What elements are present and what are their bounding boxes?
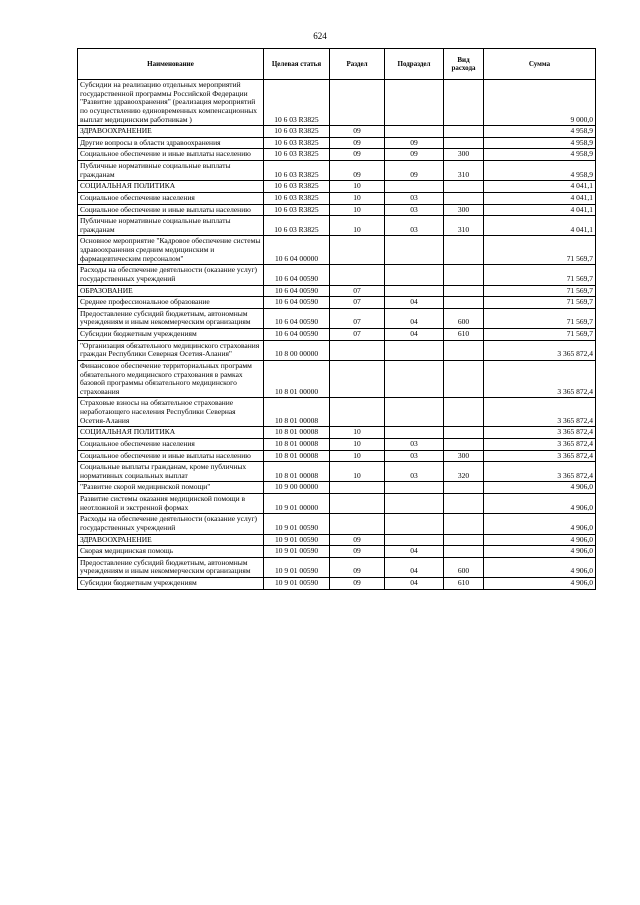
table-row — [78, 360, 596, 398]
row-code-cell: 10 9 01 00590 — [264, 514, 330, 534]
table-row — [78, 340, 596, 360]
row-expense-type-cell — [444, 494, 484, 514]
row-code-cell: 10 9 01 00590 — [264, 546, 330, 558]
row-code-cell: 10 8 01 00008 — [264, 462, 330, 482]
row-code-cell: 10 6 03 R3825 — [264, 137, 330, 149]
row-name-cell: Расходы на обеспечение деятельности (оказание услуг) государственных учреждений — [78, 265, 264, 285]
row-name-cell: СОЦИАЛЬНАЯ ПОЛИТИКА — [78, 181, 264, 193]
row-sum-cell: 4 906,0 — [484, 514, 596, 534]
row-name-cell: Расходы на обеспечение деятельности (оказание услуг) государственных учреждений — [78, 514, 264, 534]
table-row — [78, 427, 596, 439]
table-row — [78, 297, 596, 309]
row-code-cell: 10 6 04 00000 — [264, 236, 330, 265]
row-sum-cell: 4 958,9 — [484, 126, 596, 138]
row-section-cell: 09 — [330, 137, 385, 149]
table-row — [78, 216, 596, 236]
row-sum-cell: 4 906,0 — [484, 494, 596, 514]
row-code-cell: 10 6 03 R3825 — [264, 161, 330, 181]
row-expense-type-cell: 300 — [444, 149, 484, 161]
row-expense-type-cell: 600 — [444, 308, 484, 328]
table-row — [78, 450, 596, 462]
row-sum-cell: 4 958,9 — [484, 149, 596, 161]
page-number: 624 — [313, 31, 327, 41]
row-expense-type-cell: 300 — [444, 204, 484, 216]
row-code-cell: 10 9 00 00000 — [264, 482, 330, 494]
row-code-cell: 10 6 04 00590 — [264, 265, 330, 285]
row-code-cell: 10 6 03 R3825 — [264, 181, 330, 193]
row-expense-type-cell: 300 — [444, 450, 484, 462]
table-row — [78, 192, 596, 204]
table-row — [78, 265, 596, 285]
row-section-cell: 09 — [330, 126, 385, 138]
table-row — [78, 161, 596, 181]
row-name-cell: Развитие системы оказания медицинской помощи в неотложной и экстренной формах — [78, 494, 264, 514]
row-name-cell: Финансовое обеспечение территориальных программ обязательного медицинского страхования в рамках базовой программы обязательного медицинского страхования — [78, 360, 264, 398]
row-expense-type-cell — [444, 137, 484, 149]
table-row — [78, 126, 596, 138]
row-section-cell: 07 — [330, 308, 385, 328]
row-subsection-cell: 03 — [385, 450, 444, 462]
row-subsection-cell: 03 — [385, 216, 444, 236]
row-name-cell: Субсидии на реализацию отдельных мероприятий государственной программы Российской Федерации "Развитие здравоохранения" (реализация мероприятий по осуществлению единовременных компенсационных выплат медицинским работникам ) — [78, 80, 264, 126]
row-subsection-cell — [385, 494, 444, 514]
row-section-cell: 09 — [330, 578, 385, 590]
row-code-cell: 10 8 00 00000 — [264, 340, 330, 360]
table-header — [78, 49, 596, 80]
row-expense-type-cell: 320 — [444, 462, 484, 482]
table-row — [78, 204, 596, 216]
row-sum-cell: 3 365 872,4 — [484, 360, 596, 398]
row-subsection-cell: 04 — [385, 557, 444, 577]
row-section-cell: 10 — [330, 192, 385, 204]
row-section-cell: 10 — [330, 427, 385, 439]
row-name-cell: Предоставление субсидий бюджетным, автономным учреждениям и иным некоммерческим организациям — [78, 308, 264, 328]
row-expense-type-cell — [444, 360, 484, 398]
row-section-cell: 10 — [330, 462, 385, 482]
row-section-cell: 09 — [330, 546, 385, 558]
row-name-cell: Социальное обеспечение и иные выплаты населению — [78, 149, 264, 161]
row-sum-cell: 4 041,1 — [484, 216, 596, 236]
row-code-cell: 10 9 01 00590 — [264, 578, 330, 590]
row-section-cell — [330, 360, 385, 398]
header-row — [78, 49, 596, 80]
table-row — [78, 398, 596, 427]
row-code-cell: 10 6 03 R3825 — [264, 192, 330, 204]
row-name-cell: Социальное обеспечение и иные выплаты населению — [78, 204, 264, 216]
row-name-cell: ОБРАЗОВАНИЕ — [78, 285, 264, 297]
row-subsection-cell: 09 — [385, 149, 444, 161]
row-expense-type-cell — [444, 265, 484, 285]
row-code-cell: 10 6 04 00590 — [264, 329, 330, 341]
row-expense-type-cell — [444, 482, 484, 494]
row-subsection-cell — [385, 398, 444, 427]
row-name-cell: Основное мероприятие "Кадровое обеспечение системы здравоохранения средним медицинским и фармацевтическим персоналом" — [78, 236, 264, 265]
row-sum-cell: 71 569,7 — [484, 265, 596, 285]
row-expense-type-cell — [444, 80, 484, 126]
row-expense-type-cell — [444, 297, 484, 309]
row-name-cell: "Развитие скорой медицинской помощи" — [78, 482, 264, 494]
row-section-cell — [330, 514, 385, 534]
table-row — [78, 80, 596, 126]
table-row — [78, 285, 596, 297]
row-section-cell — [330, 398, 385, 427]
table-row — [78, 181, 596, 193]
row-name-cell: Предоставление субсидий бюджетным, автономным учреждениям и иным некоммерческим организациям — [78, 557, 264, 577]
table-row — [78, 494, 596, 514]
header-name: Наименование — [78, 49, 264, 80]
table-row — [78, 482, 596, 494]
row-subsection-cell — [385, 265, 444, 285]
row-code-cell: 10 6 03 R3825 — [264, 126, 330, 138]
row-expense-type-cell — [444, 438, 484, 450]
table-row — [78, 534, 596, 546]
row-expense-type-cell: 310 — [444, 161, 484, 181]
header-expense-type: Вид расхода — [444, 49, 484, 80]
row-section-cell: 10 — [330, 216, 385, 236]
row-subsection-cell: 09 — [385, 161, 444, 181]
row-code-cell: 10 8 01 00000 — [264, 360, 330, 398]
row-code-cell: 10 8 01 00008 — [264, 438, 330, 450]
row-name-cell: ЗДРАВООХРАНЕНИЕ — [78, 534, 264, 546]
header-sum: Сумма — [484, 49, 596, 80]
row-name-cell: Субсидии бюджетным учреждениям — [78, 578, 264, 590]
table-row — [78, 462, 596, 482]
row-sum-cell: 3 365 872,4 — [484, 450, 596, 462]
row-code-cell: 10 9 01 00000 — [264, 494, 330, 514]
table-row — [78, 514, 596, 534]
header-section: Раздел — [330, 49, 385, 80]
row-code-cell: 10 9 01 00590 — [264, 534, 330, 546]
row-subsection-cell — [385, 181, 444, 193]
row-subsection-cell: 04 — [385, 578, 444, 590]
row-sum-cell: 71 569,7 — [484, 285, 596, 297]
row-code-cell: 10 8 01 00008 — [264, 398, 330, 427]
row-expense-type-cell — [444, 427, 484, 439]
row-sum-cell: 3 365 872,4 — [484, 462, 596, 482]
row-name-cell: Другие вопросы в области здравоохранения — [78, 137, 264, 149]
table-row — [78, 236, 596, 265]
row-name-cell: "Организация обязательного медицинского страхования граждан Республики Северная Осетия-Алания" — [78, 340, 264, 360]
row-expense-type-cell — [444, 285, 484, 297]
row-section-cell — [330, 80, 385, 126]
row-expense-type-cell — [444, 126, 484, 138]
row-section-cell: 10 — [330, 438, 385, 450]
row-name-cell: СОЦИАЛЬНАЯ ПОЛИТИКА — [78, 427, 264, 439]
table-row — [78, 329, 596, 341]
row-subsection-cell: 04 — [385, 546, 444, 558]
row-expense-type-cell — [444, 398, 484, 427]
header-code: Целевая статья — [264, 49, 330, 80]
row-name-cell: Страховые взносы на обязательное страхование неработающего населения Республики Северная Осетия-Алания — [78, 398, 264, 427]
row-section-cell — [330, 236, 385, 265]
row-sum-cell: 4 906,0 — [484, 557, 596, 577]
row-subsection-cell — [385, 514, 444, 534]
row-code-cell: 10 8 01 00008 — [264, 427, 330, 439]
row-expense-type-cell — [444, 236, 484, 265]
row-subsection-cell — [385, 427, 444, 439]
row-name-cell: ЗДРАВООХРАНЕНИЕ — [78, 126, 264, 138]
row-sum-cell: 3 365 872,4 — [484, 398, 596, 427]
row-sum-cell: 9 000,0 — [484, 80, 596, 126]
row-code-cell: 10 6 03 R3825 — [264, 80, 330, 126]
row-name-cell: Социальное обеспечение населения — [78, 192, 264, 204]
row-sum-cell: 4 958,9 — [484, 137, 596, 149]
row-subsection-cell: 03 — [385, 438, 444, 450]
row-section-cell: 09 — [330, 149, 385, 161]
row-name-cell: Субсидии бюджетным учреждениям — [78, 329, 264, 341]
row-code-cell: 10 6 04 00590 — [264, 297, 330, 309]
row-sum-cell: 71 569,7 — [484, 329, 596, 341]
row-subsection-cell — [385, 80, 444, 126]
row-section-cell: 10 — [330, 181, 385, 193]
row-code-cell: 10 6 03 R3825 — [264, 204, 330, 216]
row-sum-cell: 3 365 872,4 — [484, 438, 596, 450]
row-section-cell — [330, 482, 385, 494]
row-sum-cell: 71 569,7 — [484, 236, 596, 265]
row-code-cell: 10 8 01 00008 — [264, 450, 330, 462]
row-subsection-cell — [385, 360, 444, 398]
row-code-cell: 10 6 04 00590 — [264, 285, 330, 297]
row-name-cell: Среднее профессиональное образование — [78, 297, 264, 309]
row-name-cell: Публичные нормативные социальные выплаты гражданам — [78, 161, 264, 181]
row-subsection-cell — [385, 534, 444, 546]
row-subsection-cell: 04 — [385, 329, 444, 341]
row-name-cell: Социальное обеспечение и иные выплаты населению — [78, 450, 264, 462]
row-expense-type-cell: 610 — [444, 329, 484, 341]
row-expense-type-cell — [444, 181, 484, 193]
table-row — [78, 438, 596, 450]
row-name-cell: Социальные выплаты гражданам, кроме публичных нормативных социальных выплат — [78, 462, 264, 482]
row-sum-cell: 3 365 872,4 — [484, 427, 596, 439]
row-section-cell: 07 — [330, 329, 385, 341]
row-section-cell: 09 — [330, 557, 385, 577]
row-subsection-cell: 03 — [385, 192, 444, 204]
row-expense-type-cell — [444, 514, 484, 534]
row-subsection-cell: 03 — [385, 204, 444, 216]
row-sum-cell: 4 906,0 — [484, 546, 596, 558]
row-subsection-cell — [385, 285, 444, 297]
row-expense-type-cell — [444, 340, 484, 360]
row-section-cell — [330, 265, 385, 285]
table-row — [78, 149, 596, 161]
row-expense-type-cell: 600 — [444, 557, 484, 577]
table-row — [78, 137, 596, 149]
row-sum-cell: 4 041,1 — [484, 204, 596, 216]
row-expense-type-cell: 610 — [444, 578, 484, 590]
row-sum-cell: 4 906,0 — [484, 482, 596, 494]
row-expense-type-cell — [444, 534, 484, 546]
row-sum-cell: 4 041,1 — [484, 192, 596, 204]
table-row — [78, 308, 596, 328]
row-subsection-cell — [385, 340, 444, 360]
row-code-cell: 10 6 03 R3825 — [264, 149, 330, 161]
row-expense-type-cell — [444, 192, 484, 204]
row-subsection-cell — [385, 236, 444, 265]
row-code-cell: 10 6 04 00590 — [264, 308, 330, 328]
row-subsection-cell — [385, 482, 444, 494]
row-name-cell: Скорая медицинская помощь — [78, 546, 264, 558]
row-sum-cell: 71 569,7 — [484, 297, 596, 309]
budget-table — [77, 48, 596, 590]
row-name-cell: Социальное обеспечение населения — [78, 438, 264, 450]
row-section-cell: 10 — [330, 204, 385, 216]
table-body — [78, 80, 596, 590]
row-section-cell: 07 — [330, 285, 385, 297]
row-sum-cell: 4 958,9 — [484, 161, 596, 181]
row-subsection-cell: 04 — [385, 308, 444, 328]
row-subsection-cell: 09 — [385, 137, 444, 149]
table-row — [78, 578, 596, 590]
row-section-cell: 07 — [330, 297, 385, 309]
row-sum-cell: 3 365 872,4 — [484, 340, 596, 360]
table-row — [78, 546, 596, 558]
row-subsection-cell: 03 — [385, 462, 444, 482]
row-sum-cell: 4 041,1 — [484, 181, 596, 193]
row-section-cell: 09 — [330, 534, 385, 546]
row-subsection-cell — [385, 126, 444, 138]
row-subsection-cell: 04 — [385, 297, 444, 309]
row-sum-cell: 4 906,0 — [484, 578, 596, 590]
row-name-cell: Публичные нормативные социальные выплаты гражданам — [78, 216, 264, 236]
row-section-cell: 09 — [330, 161, 385, 181]
row-code-cell: 10 9 01 00590 — [264, 557, 330, 577]
header-subsection: Подраздел — [385, 49, 444, 80]
table-row — [78, 557, 596, 577]
row-expense-type-cell — [444, 546, 484, 558]
row-code-cell: 10 6 03 R3825 — [264, 216, 330, 236]
row-section-cell: 10 — [330, 450, 385, 462]
row-section-cell — [330, 340, 385, 360]
row-sum-cell: 71 569,7 — [484, 308, 596, 328]
row-expense-type-cell: 310 — [444, 216, 484, 236]
row-sum-cell: 4 906,0 — [484, 534, 596, 546]
row-section-cell — [330, 494, 385, 514]
